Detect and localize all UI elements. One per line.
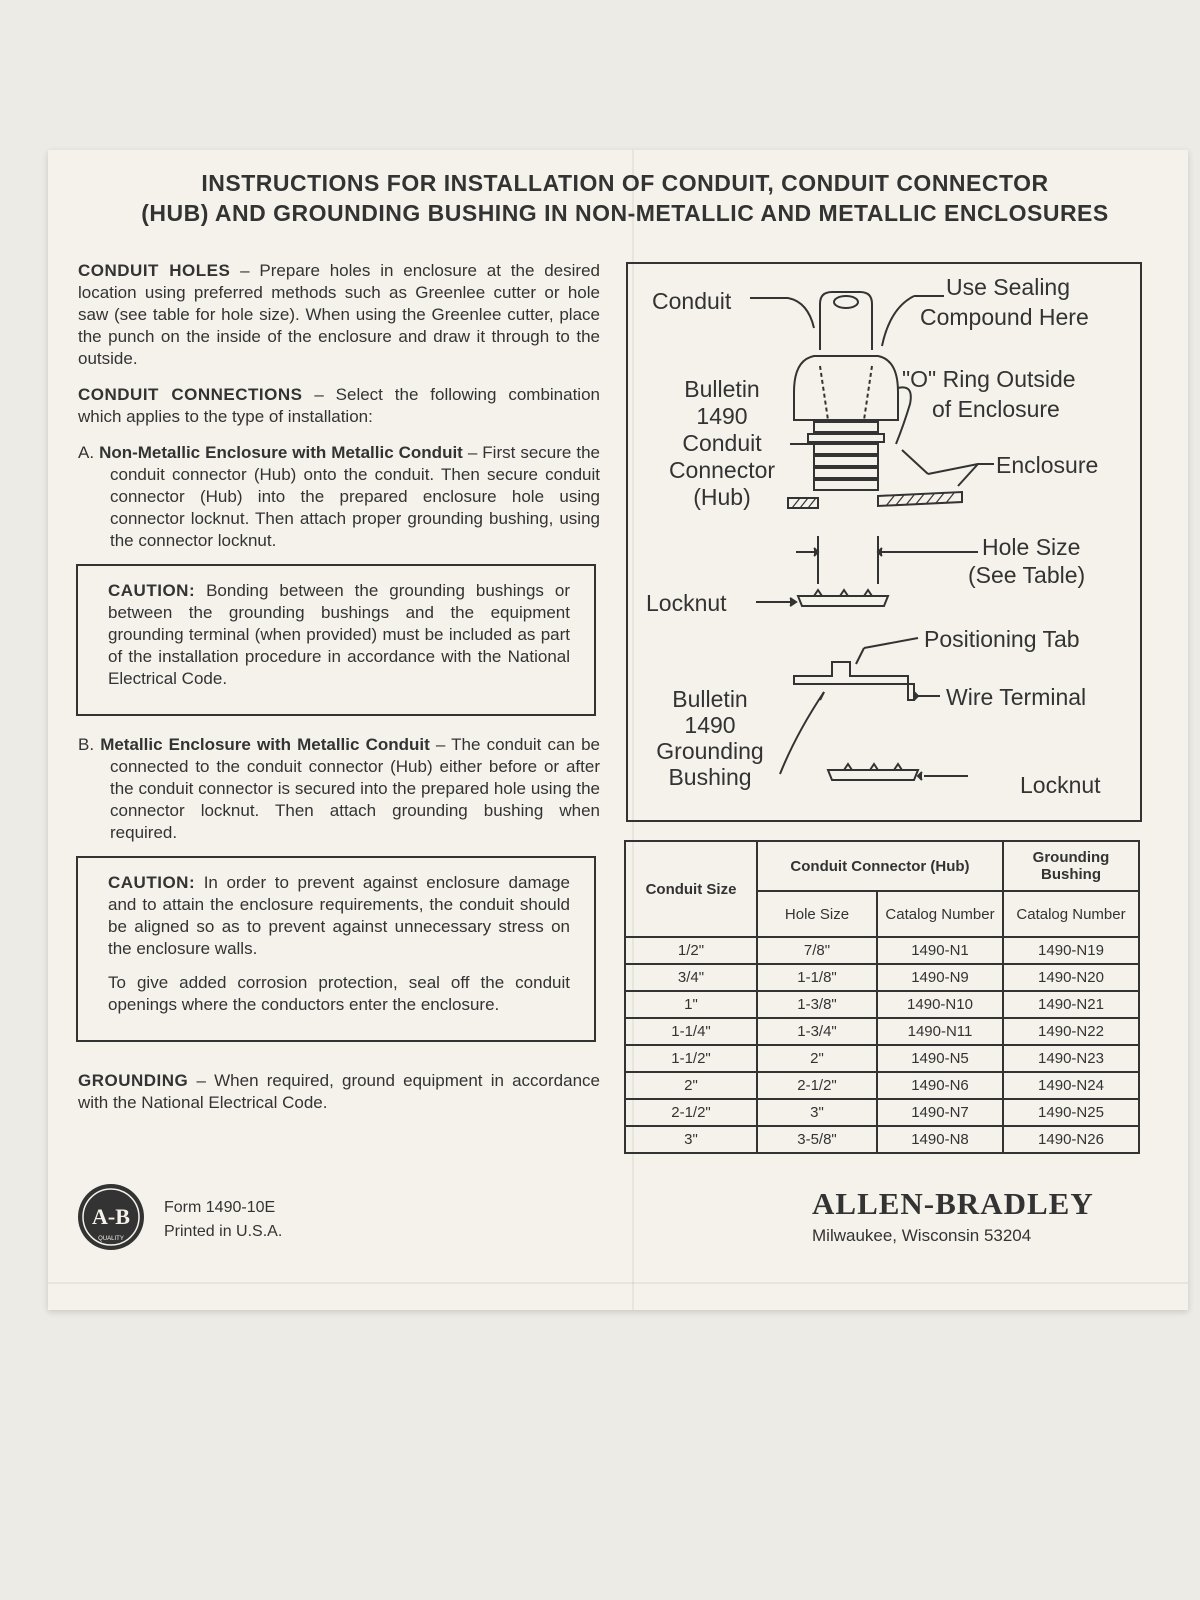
th-grounding-bushing: Grounding Bushing xyxy=(1003,841,1139,891)
cell-conduit-size: 1/2" xyxy=(625,937,757,964)
cell-conduit-size: 1" xyxy=(625,991,757,1018)
label-sealing-2: Compound Here xyxy=(920,304,1089,330)
conduit-holes-heading: CONDUIT HOLES xyxy=(78,261,231,280)
label-bulletin-hub-4: Connector xyxy=(668,457,776,483)
fold-crease-horizontal xyxy=(48,1282,1188,1284)
label-oring-1: "O" Ring Outside xyxy=(902,366,1076,392)
conduit-connections-text: – Select the following combination which applies to the type of installation: xyxy=(78,385,600,426)
cell-hub-catalog: 1490-N6 xyxy=(877,1072,1003,1099)
caution-text-1: Bonding between the grounding bushings or between the grounding bushings and the equipment grounding terminal (when provided) must be included as part of the installation procedure in accordance with the National Electrical Code. xyxy=(108,581,570,688)
cell-hub-catalog: 1490-N1 xyxy=(877,937,1003,964)
form-number: Form 1490-10E xyxy=(164,1199,276,1216)
cell-hole-size: 1-3/8" xyxy=(757,991,877,1018)
label-bulletin-hub xyxy=(652,376,792,511)
locknut-2-shape xyxy=(828,770,918,780)
cell-conduit-size: 2-1/2" xyxy=(625,1099,757,1126)
th-conduit-connector: Conduit Connector (Hub) xyxy=(757,841,1003,891)
cell-hole-size: 2-1/2" xyxy=(757,1072,877,1099)
item-a-text: – First secure the conduit connector (Hub) onto the conduit. Then secure conduit connector (Hub) into the prepared enclosure hole using connector locknut. Then attach proper grounding bushing, using the connector locknut. xyxy=(110,443,600,550)
label-enclosure: Enclosure xyxy=(996,452,1099,478)
grounding-section xyxy=(78,1070,600,1114)
cell-bushing-catalog: 1490-N25 xyxy=(1003,1099,1139,1126)
conduit-connections-heading: CONDUIT CONNECTIONS xyxy=(78,385,303,404)
brand-address: Milwaukee, Wisconsin 53204 xyxy=(812,1226,1032,1245)
cell-conduit-size: 3" xyxy=(625,1126,757,1153)
cell-conduit-size: 3/4" xyxy=(625,964,757,991)
label-bulletin-hub-1: Bulletin xyxy=(684,376,760,402)
cell-conduit-size: 2" xyxy=(625,1072,757,1099)
item-a xyxy=(78,442,600,552)
ab-quality-logo xyxy=(76,1182,146,1252)
cell-hole-size: 7/8" xyxy=(757,937,877,964)
caution-box-2 xyxy=(76,856,596,1042)
label-locknut-2: Locknut xyxy=(1020,772,1101,798)
item-b-heading: Metallic Enclosure with Metallic Conduit xyxy=(100,735,430,754)
cell-hole-size: 3-5/8" xyxy=(757,1126,877,1153)
label-bulletin-hub-3: Conduit xyxy=(682,430,762,456)
caution-text-2: In order to prevent against enclosure damage and to attain the enclosure requirements, the conduit should be aligned so as to prevent against unnecessary stress on the enclosure walls. xyxy=(108,873,570,958)
cell-bushing-catalog: 1490-N19 xyxy=(1003,937,1139,964)
label-hole-size-2: (See Table) xyxy=(968,562,1086,588)
caution-box-1 xyxy=(76,564,596,716)
catalog-table-body xyxy=(625,937,1139,1153)
th-catalog-number-bushing: Catalog Number xyxy=(1003,891,1139,937)
hub-threads xyxy=(808,422,884,490)
item-b-text: – The conduit can be connected to the conduit connector (Hub) either before or after the conduit connector is secured into the prepared hole using the connector locknut. Then attach grounding bushing when required. xyxy=(110,735,600,842)
cell-hub-catalog: 1490-N5 xyxy=(877,1045,1003,1072)
table-row xyxy=(625,937,1139,964)
item-a-marker: A. xyxy=(78,443,100,462)
catalog-table xyxy=(624,840,1140,1154)
cell-hub-catalog: 1490-N11 xyxy=(877,1018,1003,1045)
label-oring-2: of Enclosure xyxy=(932,396,1060,422)
cell-hole-size: 1-1/8" xyxy=(757,964,877,991)
logo-text: A-B xyxy=(92,1204,130,1229)
cell-conduit-size: 1-1/4" xyxy=(625,1018,757,1045)
cell-bushing-catalog: 1490-N21 xyxy=(1003,991,1139,1018)
item-b xyxy=(78,734,600,844)
label-hole-size-1: Hole Size xyxy=(982,534,1081,560)
label-sealing-1: Use Sealing xyxy=(946,274,1071,300)
document-title xyxy=(70,168,1180,228)
table-row xyxy=(625,1126,1139,1153)
label-bulletin-bushing xyxy=(644,686,776,790)
cell-bushing-catalog: 1490-N23 xyxy=(1003,1045,1139,1072)
title-line-2: (HUB) AND GROUNDING BUSHING IN NON-METALLIC AND METALLIC ENCLOSURES xyxy=(141,200,1109,226)
cell-bushing-catalog: 1490-N22 xyxy=(1003,1018,1139,1045)
caution-label-2: CAUTION: xyxy=(108,873,196,892)
conduit-opening xyxy=(834,296,858,308)
label-bulletin-hub-2: 1490 xyxy=(696,403,748,429)
conduit-holes-section xyxy=(78,260,600,370)
hub-body xyxy=(794,356,898,420)
caution-label-1: CAUTION: xyxy=(108,581,196,600)
th-conduit-size: Conduit Size xyxy=(625,841,757,937)
table-row xyxy=(625,1099,1139,1126)
cell-bushing-catalog: 1490-N26 xyxy=(1003,1126,1139,1153)
cell-bushing-catalog: 1490-N24 xyxy=(1003,1072,1139,1099)
cell-hub-catalog: 1490-N7 xyxy=(877,1099,1003,1126)
table-row xyxy=(625,1018,1139,1045)
brand-name: ALLEN-BRADLEY xyxy=(812,1186,1094,1221)
label-locknut-1: Locknut xyxy=(646,590,727,616)
item-a-heading: Non-Metallic Enclosure with Metallic Conduit xyxy=(99,443,463,462)
cell-bushing-catalog: 1490-N20 xyxy=(1003,964,1139,991)
table-row xyxy=(625,964,1139,991)
instructions-column xyxy=(78,260,600,1128)
grounding-text: – When required, ground equipment in accordance with the National Electrical Code. xyxy=(78,1071,600,1112)
logo-sub: QUALITY xyxy=(98,1236,124,1242)
cell-hub-catalog: 1490-N10 xyxy=(877,991,1003,1018)
conduit-holes-text: – Prepare holes in enclosure at the desired location using preferred methods such as Greenlee cutter or hole saw (see table for hole size). When using the Greenlee cutter, place the punch on the inside of the enclosure and draw it through to the outside. xyxy=(78,261,600,368)
label-bulletin-bushing-2: 1490 xyxy=(684,712,736,738)
item-b-marker: B. xyxy=(78,735,101,754)
caution-text-2b: To give added corrosion protection, seal off the conduit openings where the conductors enter the enclosure. xyxy=(108,973,570,1014)
form-info xyxy=(164,1196,282,1244)
cell-hole-size: 1-3/4" xyxy=(757,1018,877,1045)
cell-hole-size: 2" xyxy=(757,1045,877,1072)
cell-hub-catalog: 1490-N8 xyxy=(877,1126,1003,1153)
label-conduit: Conduit xyxy=(652,288,732,314)
th-hole-size: Hole Size xyxy=(757,891,877,937)
title-line-1: INSTRUCTIONS FOR INSTALLATION OF CONDUIT, CONDUIT CONNECTOR xyxy=(201,170,1049,196)
th-catalog-number-hub: Catalog Number xyxy=(877,891,1003,937)
table-row xyxy=(625,991,1139,1018)
label-bulletin-bushing-3: Grounding xyxy=(656,738,764,764)
cell-hub-catalog: 1490-N9 xyxy=(877,964,1003,991)
label-bulletin-bushing-1: Bulletin xyxy=(672,686,748,712)
conduit-pipe xyxy=(820,292,872,350)
grounding-bushing-shape xyxy=(794,662,908,684)
label-bulletin-bushing-4: Bushing xyxy=(668,764,752,790)
label-bulletin-hub-5: (Hub) xyxy=(693,484,751,510)
installation-diagram xyxy=(626,262,1142,822)
cell-hole-size: 3" xyxy=(757,1099,877,1126)
cell-conduit-size: 1-1/2" xyxy=(625,1045,757,1072)
conduit-connections-section xyxy=(78,384,600,428)
table-row xyxy=(625,1072,1139,1099)
label-wire-terminal: Wire Terminal xyxy=(946,684,1087,710)
label-positioning-tab: Positioning Tab xyxy=(924,626,1080,652)
locknut-1-shape xyxy=(798,596,888,606)
printed-in: Printed in U.S.A. xyxy=(164,1223,283,1240)
grounding-heading: GROUNDING xyxy=(78,1071,189,1090)
table-row xyxy=(625,1045,1139,1072)
